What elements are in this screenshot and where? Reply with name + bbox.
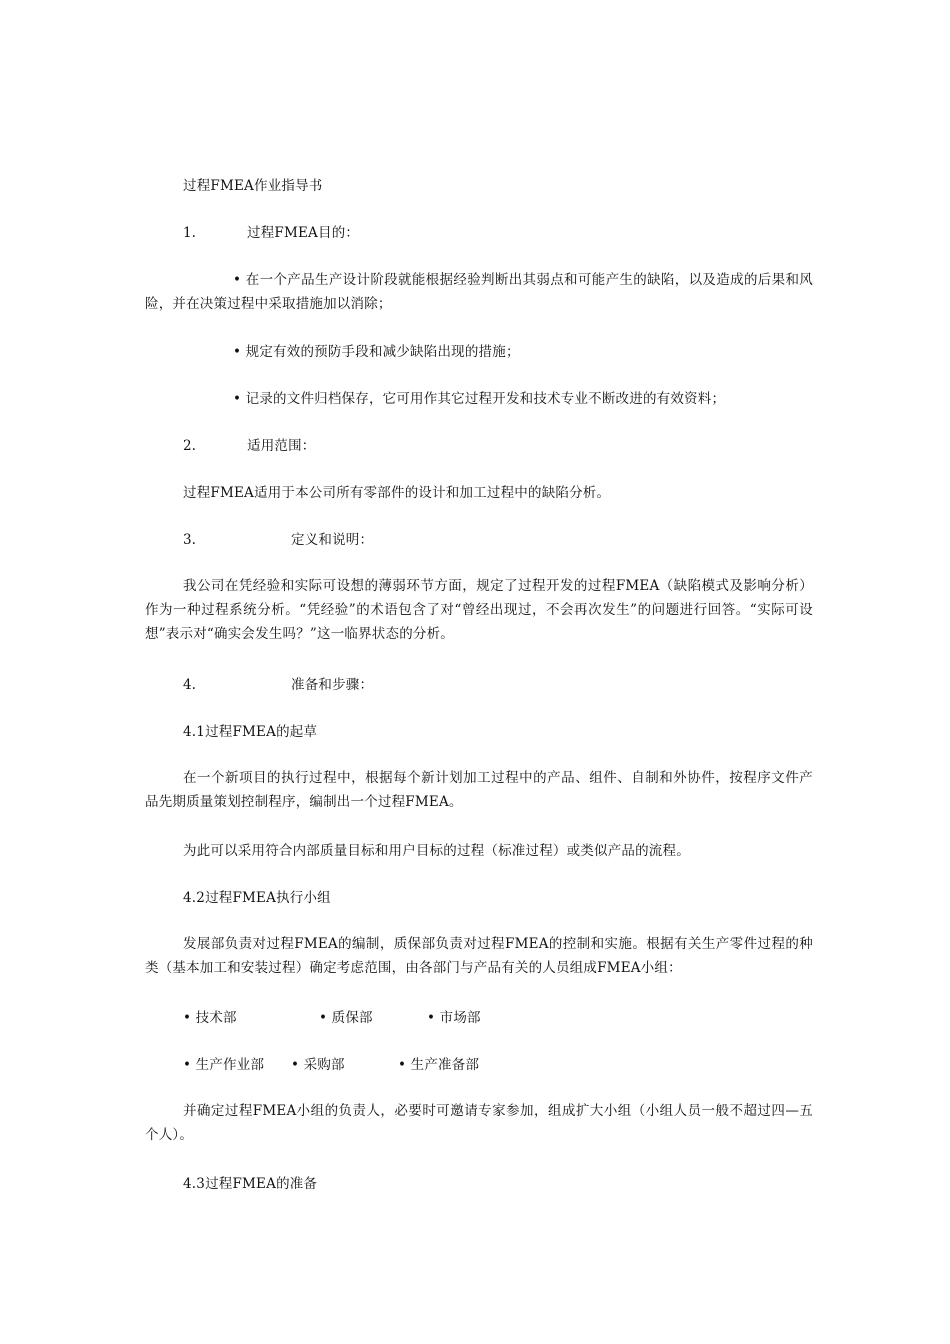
section-4-2-paragraph-1: 发展部负责对过程FMEA的编制，质保部负责对过程FMEA的控制和实施。根据有关生产零件过程的种类（基本加工和安装过程）确定考虑范围，由各部门与产品有关的人员组成FMEA小组： <box>145 936 813 976</box>
section-2-title: 适用范围： <box>247 438 316 454</box>
section-1-bullet-2: • 规定有效的预防手段和减少缺陷出现的措施； <box>233 344 520 360</box>
section-4-1-paragraph-2: 为此可以采用符合内部质量目标和用户目标的过程（标准过程）或类似产品的流程。 <box>183 843 690 859</box>
section-2-number: 2. <box>183 438 196 454</box>
section-2-text: 过程FMEA适用于本公司所有零部件的设计和加工过程中的缺陷分析。 <box>183 485 611 501</box>
section-4-2-title: 4.2过程FMEA执行小组 <box>183 890 331 906</box>
dept-item: • 采购部 <box>291 1057 345 1073</box>
section-4-2-paragraph-2: 并确定过程FMEA小组的负责人，必要时可邀请专家参加，组成扩大小组（小组人员一般不超过四—五个人）。 <box>145 1103 813 1143</box>
section-4-1-paragraph-1: 在一个新项目的执行过程中，根据每个新计划加工过程中的产品、组件、自制和外协件，按程序文件产品先期质量策划控制程序，编制出一个过程FMEA。 <box>145 770 813 810</box>
section-1-title: 过程FMEA目的： <box>247 225 360 241</box>
section-1-number: 1. <box>183 225 196 241</box>
section-4-title: 准备和步骤： <box>291 677 374 693</box>
section-4-number: 4. <box>183 677 196 693</box>
dept-item: • 生产准备部 <box>398 1057 480 1073</box>
section-4-1-title: 4.1过程FMEA的起草 <box>183 724 318 740</box>
section-3-number: 3. <box>183 532 196 548</box>
dept-item: • 市场部 <box>427 1010 481 1026</box>
dept-item: • 质保部 <box>319 1010 373 1026</box>
dept-item: • 技术部 <box>183 1010 237 1026</box>
section-4-3-title: 4.3过程FMEA的准备 <box>183 1176 318 1192</box>
section-1-bullet-3: • 记录的文件归档保存，它可用作其它过程开发和技术专业不断改进的有效资料； <box>233 391 726 407</box>
document-title: 过程FMEA作业指导书 <box>183 178 323 194</box>
section-1-bullet-1: • 在一个产品生产设计阶段就能根据经验判断出其弱点和可能产生的缺陷，以及造成的后果和风险，并在决策过程中采取措施加以消除； <box>145 272 813 312</box>
section-3-text: 我公司在凭经验和实际可设想的薄弱环节方面，规定了过程开发的过程FMEA（缺陷模式及影响分析）作为一种过程系统分析。“凭经验”的术语包含了对“曾经出现过，不会再次发生”的问题进行回答。“实际可设想”表示对“确实会发生吗？”这一临界状态的分析。 <box>145 578 813 642</box>
dept-item: • 生产作业部 <box>183 1057 265 1073</box>
section-3-title: 定义和说明： <box>291 532 374 548</box>
